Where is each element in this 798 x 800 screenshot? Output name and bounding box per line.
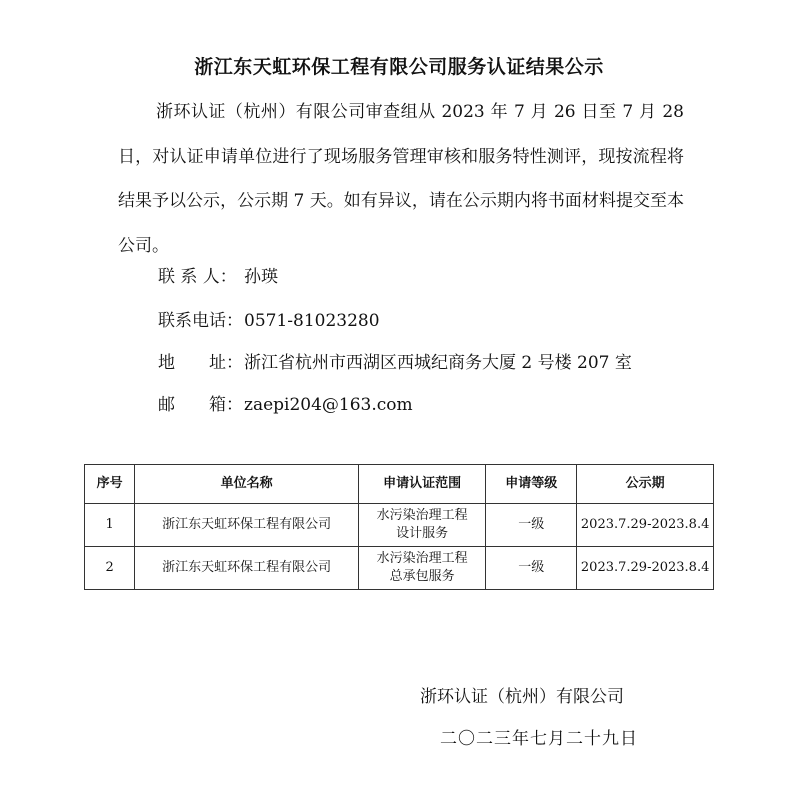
contact-email-line [158, 390, 413, 415]
signature-date: 二〇二三年七月二十九日 [440, 729, 638, 749]
row-period: 2023.7.29-2023.8.4 [577, 547, 714, 590]
row-no: 2 [85, 547, 135, 590]
header-period: 公示期 [577, 465, 714, 504]
signature-company: 浙环认证（杭州）有限公司 [420, 687, 624, 707]
contact-person-value: 孙瑛 [244, 267, 278, 287]
row-period: 2023.7.29-2023.8.4 [577, 504, 714, 547]
contact-phone-line [158, 306, 380, 331]
table-header-row [85, 465, 714, 504]
header-unit-name: 单位名称 [135, 465, 359, 504]
contact-person-line [158, 262, 278, 287]
row-no: 1 [85, 504, 135, 547]
header-level: 申请等级 [486, 465, 577, 504]
row-scope [359, 504, 486, 547]
contact-phone-label: 联系电话： [158, 311, 243, 331]
row-scope-line2: 设计服务 [396, 526, 449, 541]
row-scope-line1: 水污染治理工程 [376, 508, 468, 523]
row-scope-line2: 总承包服务 [389, 569, 455, 584]
row-level: 一级 [486, 504, 577, 547]
contact-address-value: 浙江省杭州市西湖区西城纪商务大厦 2 号楼 207 室 [244, 353, 632, 373]
table-row [85, 547, 714, 590]
row-unit-name: 浙江东天虹环保工程有限公司 [135, 547, 359, 590]
row-level: 一级 [486, 547, 577, 590]
results-table [84, 464, 714, 590]
table-row [85, 504, 714, 547]
contact-person-label: 联 系 人： [158, 267, 237, 287]
contact-email-label: 邮 箱： [158, 395, 243, 415]
contact-address-label: 地 址： [158, 353, 243, 373]
header-no: 序号 [85, 465, 135, 504]
contact-phone-value: 0571-81023280 [244, 311, 380, 331]
contact-address-line [158, 348, 632, 373]
document-title: 浙江东天虹环保工程有限公司服务认证结果公示 [194, 56, 604, 78]
row-scope [359, 547, 486, 590]
contact-email-value: zaepi204@163.com [244, 395, 413, 415]
row-unit-name: 浙江东天虹环保工程有限公司 [135, 504, 359, 547]
announcement-paragraph: 浙环认证（杭州）有限公司审查组从 2023 年 7 月 26 日至 7 月 28 日，对认证申请单位进行了现场服务管理审核和服务特性测评，现按流程将结果予以公示，公示期 7 天。如有异议，请在公示期内将书面材料提交至本公司。 [118, 102, 684, 256]
header-scope: 申请认证范围 [359, 465, 486, 504]
row-scope-line1: 水污染治理工程 [376, 551, 468, 566]
